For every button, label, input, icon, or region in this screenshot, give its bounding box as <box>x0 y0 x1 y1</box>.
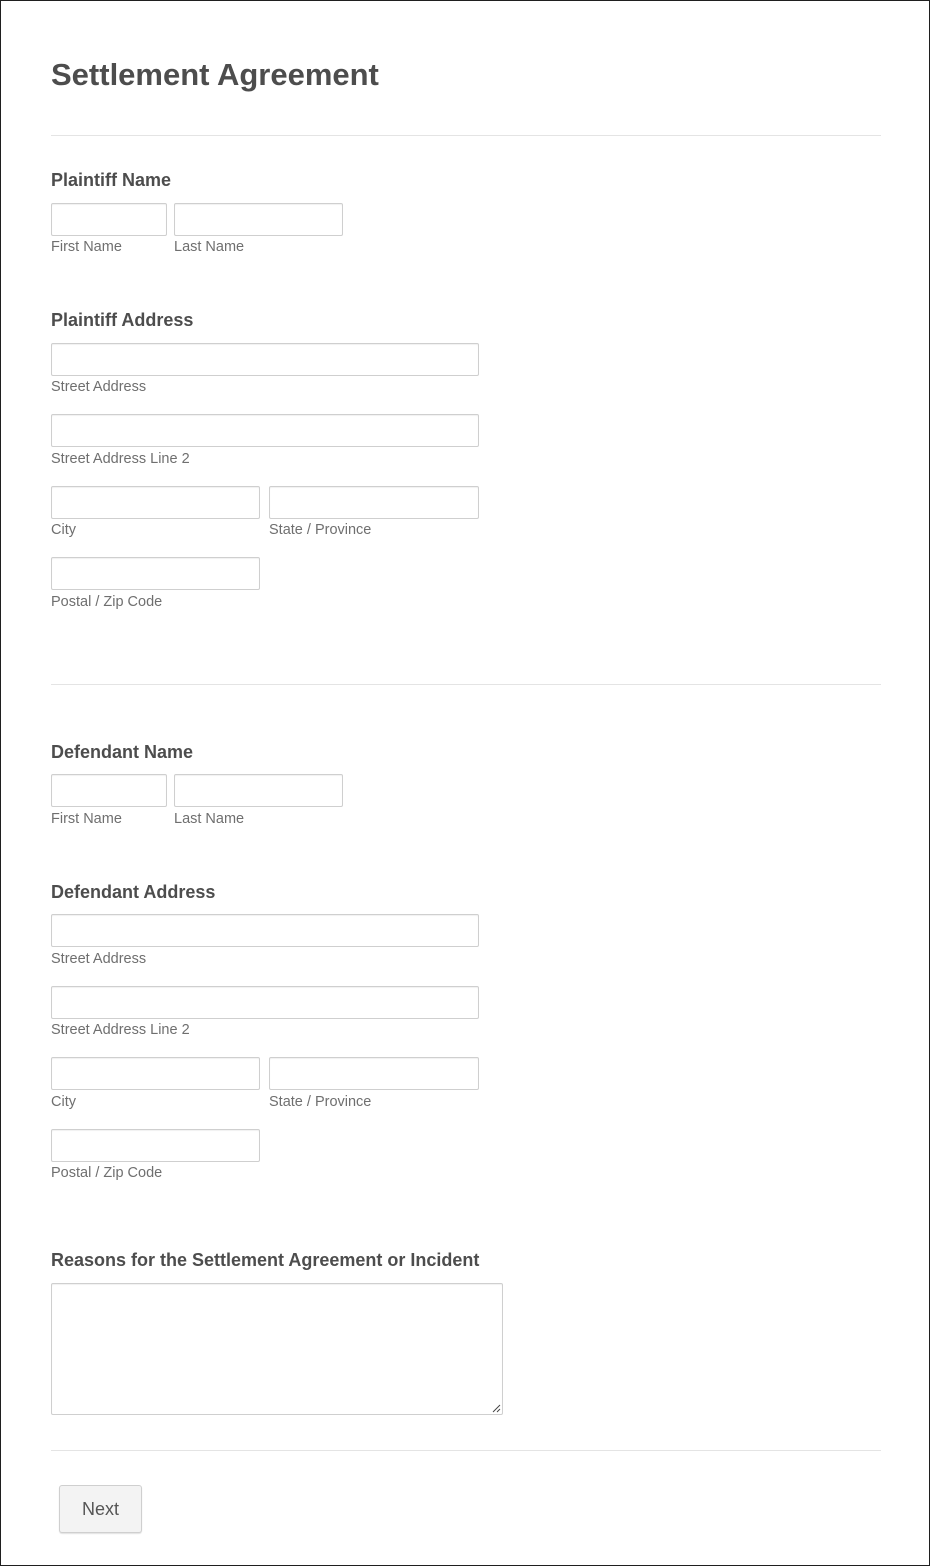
reasons-textarea[interactable] <box>51 1283 503 1415</box>
defendant-name-label: Defendant Name <box>51 742 194 762</box>
plaintiff-city-input[interactable] <box>51 486 260 519</box>
plaintiff-state-sublabel: State / Province <box>269 522 372 538</box>
plaintiff-name-label: Plaintiff Name <box>51 170 172 190</box>
plaintiff-street-address-line2-sublabel: Street Address Line 2 <box>51 451 190 467</box>
defendant-last-name-input[interactable] <box>174 774 343 807</box>
plaintiff-street-address-input[interactable] <box>51 343 479 376</box>
defendant-state-input[interactable] <box>269 1057 479 1090</box>
defendant-address-label: Defendant Address <box>51 882 216 902</box>
defendant-first-name-input[interactable] <box>51 774 167 807</box>
defendant-postal-code-sublabel: Postal / Zip Code <box>51 1165 163 1181</box>
defendant-street-address-input[interactable] <box>51 914 479 947</box>
defendant-street-address-line2-input[interactable] <box>51 986 479 1019</box>
plaintiff-street-address-sublabel: Street Address <box>51 379 147 395</box>
reasons-textarea-wrapper <box>51 1283 503 1415</box>
plaintiff-address-label: Plaintiff Address <box>51 310 194 330</box>
plaintiff-postal-code-input[interactable] <box>51 557 260 590</box>
next-button[interactable]: Next <box>59 1485 142 1533</box>
divider <box>51 135 881 136</box>
defendant-city-input[interactable] <box>51 1057 260 1090</box>
reasons-label: Reasons for the Settlement Agreement or Incident <box>51 1250 480 1270</box>
plaintiff-last-name-sublabel: Last Name <box>174 239 245 255</box>
defendant-first-name-sublabel: First Name <box>51 811 122 827</box>
defendant-postal-code-input[interactable] <box>51 1129 260 1162</box>
defendant-city-sublabel: City <box>51 1094 76 1110</box>
defendant-last-name-sublabel: Last Name <box>174 811 245 827</box>
plaintiff-state-input[interactable] <box>269 486 479 519</box>
divider <box>51 1450 881 1451</box>
defendant-street-address-line2-sublabel: Street Address Line 2 <box>51 1022 190 1038</box>
defendant-street-address-sublabel: Street Address <box>51 951 147 967</box>
plaintiff-postal-code-sublabel: Postal / Zip Code <box>51 594 163 610</box>
divider <box>51 684 881 685</box>
plaintiff-first-name-sublabel: First Name <box>51 239 122 255</box>
page-title: Settlement Agreement <box>51 57 379 92</box>
plaintiff-last-name-input[interactable] <box>174 203 343 236</box>
resize-handle-icon[interactable] <box>491 1403 501 1413</box>
defendant-state-sublabel: State / Province <box>269 1094 372 1110</box>
plaintiff-city-sublabel: City <box>51 522 76 538</box>
plaintiff-first-name-input[interactable] <box>51 203 167 236</box>
plaintiff-street-address-line2-input[interactable] <box>51 414 479 447</box>
